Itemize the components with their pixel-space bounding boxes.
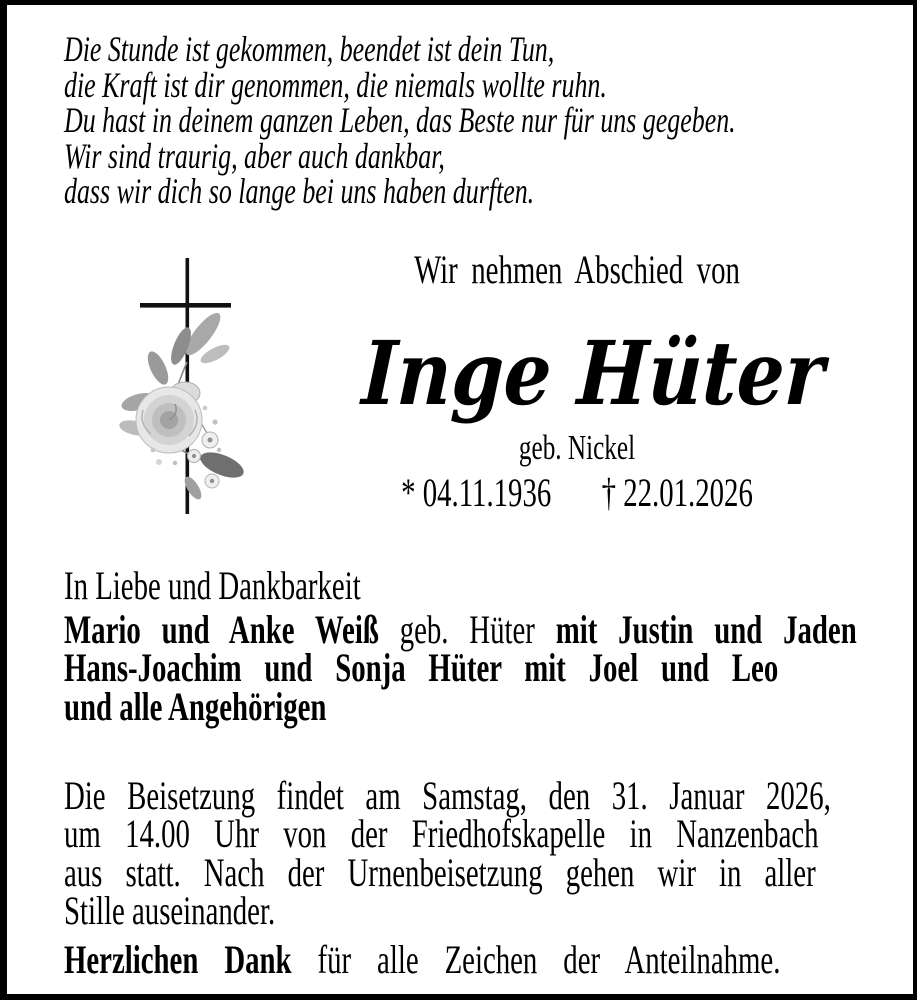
family-names-bold: Mario und Anke Weiß bbox=[64, 607, 379, 652]
family-closing: In Liebe und Dankbarkeit bbox=[64, 563, 361, 608]
family-names-line: Hans-Joachim und Sonja Hüter mit Joel und Leo bbox=[64, 645, 779, 690]
thanks-regular: für alle Zeichen der Anteilnahme. bbox=[291, 937, 781, 982]
poem-line: die Kraft ist dir genommen, die niemals wollte ruhn. bbox=[64, 64, 607, 105]
poem-line: Du hast in deinem ganzen Leben, das Beste nur für uns gegeben. bbox=[64, 100, 736, 140]
poem-line: Die Stunde ist gekommen, beendet ist dein Tun, bbox=[64, 29, 555, 69]
family-names-line: und alle Angehörigen bbox=[64, 684, 327, 729]
thanks-bold: Herzlichen Dank bbox=[64, 937, 292, 982]
birth-date: * 04.11.1936 bbox=[401, 470, 552, 515]
poem-line: dass wir dich so lange bei uns haben durften. bbox=[64, 171, 535, 211]
family-names-regular: geb. Hüter bbox=[378, 607, 556, 652]
funeral-info-line: Die Beisetzung findet am Samstag, den 31. Januar 2026, bbox=[64, 773, 831, 818]
life-dates bbox=[397, 469, 757, 517]
poem-line: Wir sind traurig, aber auch dankbar, bbox=[64, 135, 445, 176]
deceased-name: Inge Hüter bbox=[359, 321, 827, 425]
funeral-info-line: um 14.00 Uhr von der Friedhofskapelle in Nanzenbach bbox=[64, 811, 819, 856]
death-date: † 22.01.2026 bbox=[601, 470, 753, 515]
thanks-line bbox=[64, 936, 780, 984]
funeral-info-line: Stille auseinander. bbox=[64, 888, 276, 933]
rose-blossom bbox=[136, 387, 202, 453]
family-names-bold: mit Justin und Jaden bbox=[555, 607, 857, 652]
funeral-info-line: aus statt. Nach der Urnenbeisetzung gehen wir in aller bbox=[64, 850, 816, 895]
announcement-intro: Wir nehmen Abschied von bbox=[414, 247, 740, 292]
maiden-name: geb. Nickel bbox=[518, 428, 636, 467]
announcement-column bbox=[327, 5, 827, 545]
cross-with-flowers-illustration bbox=[115, 250, 263, 522]
